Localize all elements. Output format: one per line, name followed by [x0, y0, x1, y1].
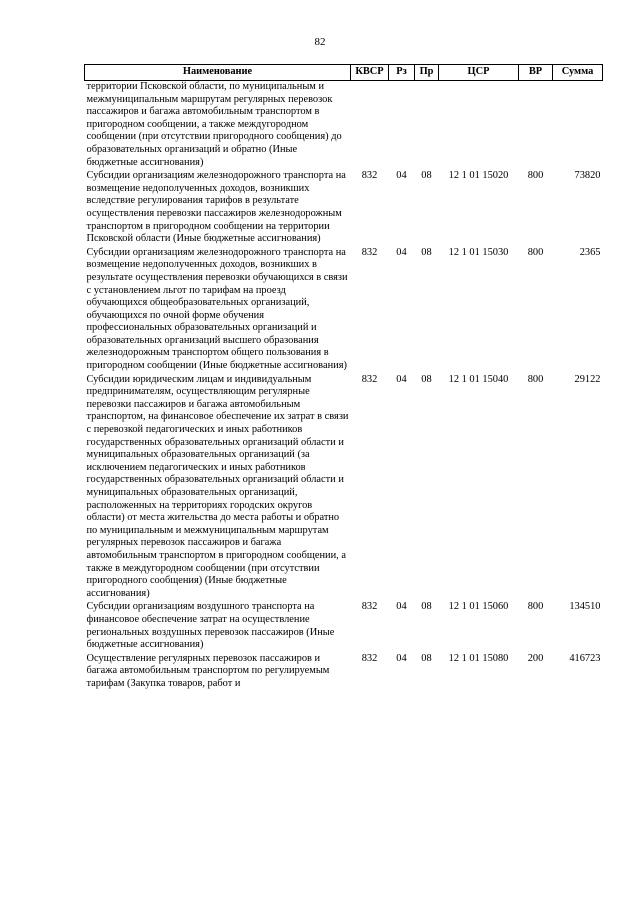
header-kvsr: КВСР: [351, 65, 389, 81]
row-vr-cell: 800: [527, 601, 544, 613]
header-vr: ВР: [519, 65, 553, 81]
table-row: [85, 170, 603, 247]
row-sum-cell: 73820: [574, 170, 601, 182]
row-csr-cell: 12 1 01 15030: [448, 246, 509, 258]
header-sum: Сумма: [553, 65, 603, 81]
header-pr: Пр: [415, 65, 439, 81]
header-rz: Рз: [389, 65, 415, 81]
table-row: [85, 601, 603, 652]
row-vr-cell: 800: [527, 170, 544, 182]
row-rz-cell: 04: [396, 652, 407, 664]
row-kvsr-cell: [351, 81, 389, 171]
row-sum-cell: 134510: [569, 601, 601, 613]
row-vr-cell: [519, 81, 553, 171]
row-kvsr-cell: 832: [361, 170, 378, 182]
row-vr-cell: 800: [527, 373, 544, 385]
row-pr-cell: 08: [421, 601, 432, 613]
row-csr-cell: 12 1 01 15060: [448, 601, 509, 613]
table-row: [85, 247, 603, 374]
row-pr-cell: 08: [421, 373, 432, 385]
table-row: [85, 374, 603, 602]
row-name-cell: Осуществление регулярных перевозок пассажиров и багажа автомобильным транспортом по регулируемым тарифам (Закупка товаров, работ и: [86, 652, 330, 689]
row-name-cell: территории Псковской области, по муниципальным и межмуниципальным маршрутам регулярных перевозок пассажиров и багажа автомобильным транспортом в пригородном сообщении, а также междугородном сообщении (при отсутствии пригородного сообщения) до образовательных организаций и обратно (Иные бюджетные ассигнования): [86, 81, 342, 168]
row-csr-cell: [439, 81, 519, 171]
row-kvsr-cell: 832: [361, 652, 378, 664]
row-pr-cell: 08: [421, 652, 432, 664]
row-csr-cell: 12 1 01 15080: [448, 652, 509, 664]
row-kvsr-cell: 832: [361, 601, 378, 613]
row-rz-cell: 04: [396, 170, 407, 182]
row-name-cell: Субсидии организациям железнодорожного транспорта на возмещение недополученных доходов, возникших вследствие регулирования тарифов в результате осуществления перевозки пассажиров железнодорожным транспортом в пригородном сообщении на территории Псковской области (Иные бюджетные ассигнования): [86, 170, 346, 245]
row-vr-cell: 800: [527, 246, 544, 258]
table-header-row: [85, 65, 603, 81]
row-sum-cell: 416723: [569, 652, 601, 664]
header-name: Наименование: [85, 65, 351, 81]
row-kvsr-cell: 832: [361, 246, 378, 258]
table-row: [85, 81, 603, 171]
row-vr-cell: 200: [527, 652, 544, 664]
row-name-cell: Субсидии организациям железнодорожного транспорта на возмещение недополученных доходов, возникших в результате осуществления перевозки обучающихся в связи с установлением льгот по тарифам на проезд обучающихся общеобразовательных организаций, обучающихся по очной форме обучения профессиональных образовательных организаций и образовательных организаций высшего образования железнодорожным транспортом общего пользования в пригородном сообщении (Иные бюджетные ассигнования): [86, 246, 348, 372]
row-csr-cell: 12 1 01 15020: [448, 170, 509, 182]
row-pr-cell: [415, 81, 439, 171]
row-sum-cell: [553, 81, 603, 171]
row-sum-cell: 29122: [574, 373, 601, 385]
page-number: 82: [314, 36, 326, 48]
row-kvsr-cell: 832: [361, 373, 378, 385]
row-sum-cell: 2365: [579, 246, 601, 258]
budget-table: [84, 64, 603, 692]
row-name-cell: Субсидии юридическим лицам и индивидуальным предпринимателям, осуществляющим регулярные перевозки пассажиров и багажа автомобильным транспортом, на финансовое обеспечение их затрат в связи с перевозкой педагогических и иных работников государственных образовательных организаций области и муниципальных образовательных организаций (за исключением педагогических и иных работников государственных образовательных организаций области и муниципальных образовательных организаций, расположенных на территориях городских округов области) от места жительства до места работы и обратно по муниципальным и межмуниципальным маршрутам регулярных перевозок пассажиров и багажа автомобильным транспортом в пригородном сообщении, а также в междугородном сообщении (при отсутствии пригородного сообщения) (Иные бюджетные ассигнования): [86, 373, 349, 599]
row-rz-cell: 04: [396, 373, 407, 385]
table-body: [85, 81, 603, 692]
row-rz-cell: 04: [396, 601, 407, 613]
row-csr-cell: 12 1 01 15040: [448, 373, 509, 385]
table-row: [85, 653, 603, 692]
row-rz-cell: [389, 81, 415, 171]
row-pr-cell: 08: [421, 246, 432, 258]
row-name-cell: Субсидии организациям воздушного транспорта на финансовое обеспечение затрат на осуществление региональных воздушных перевозок пассажиров (Иные бюджетные ассигнования): [86, 601, 335, 651]
row-rz-cell: 04: [396, 246, 407, 258]
header-csr: ЦСР: [439, 65, 519, 81]
row-pr-cell: 08: [421, 170, 432, 182]
